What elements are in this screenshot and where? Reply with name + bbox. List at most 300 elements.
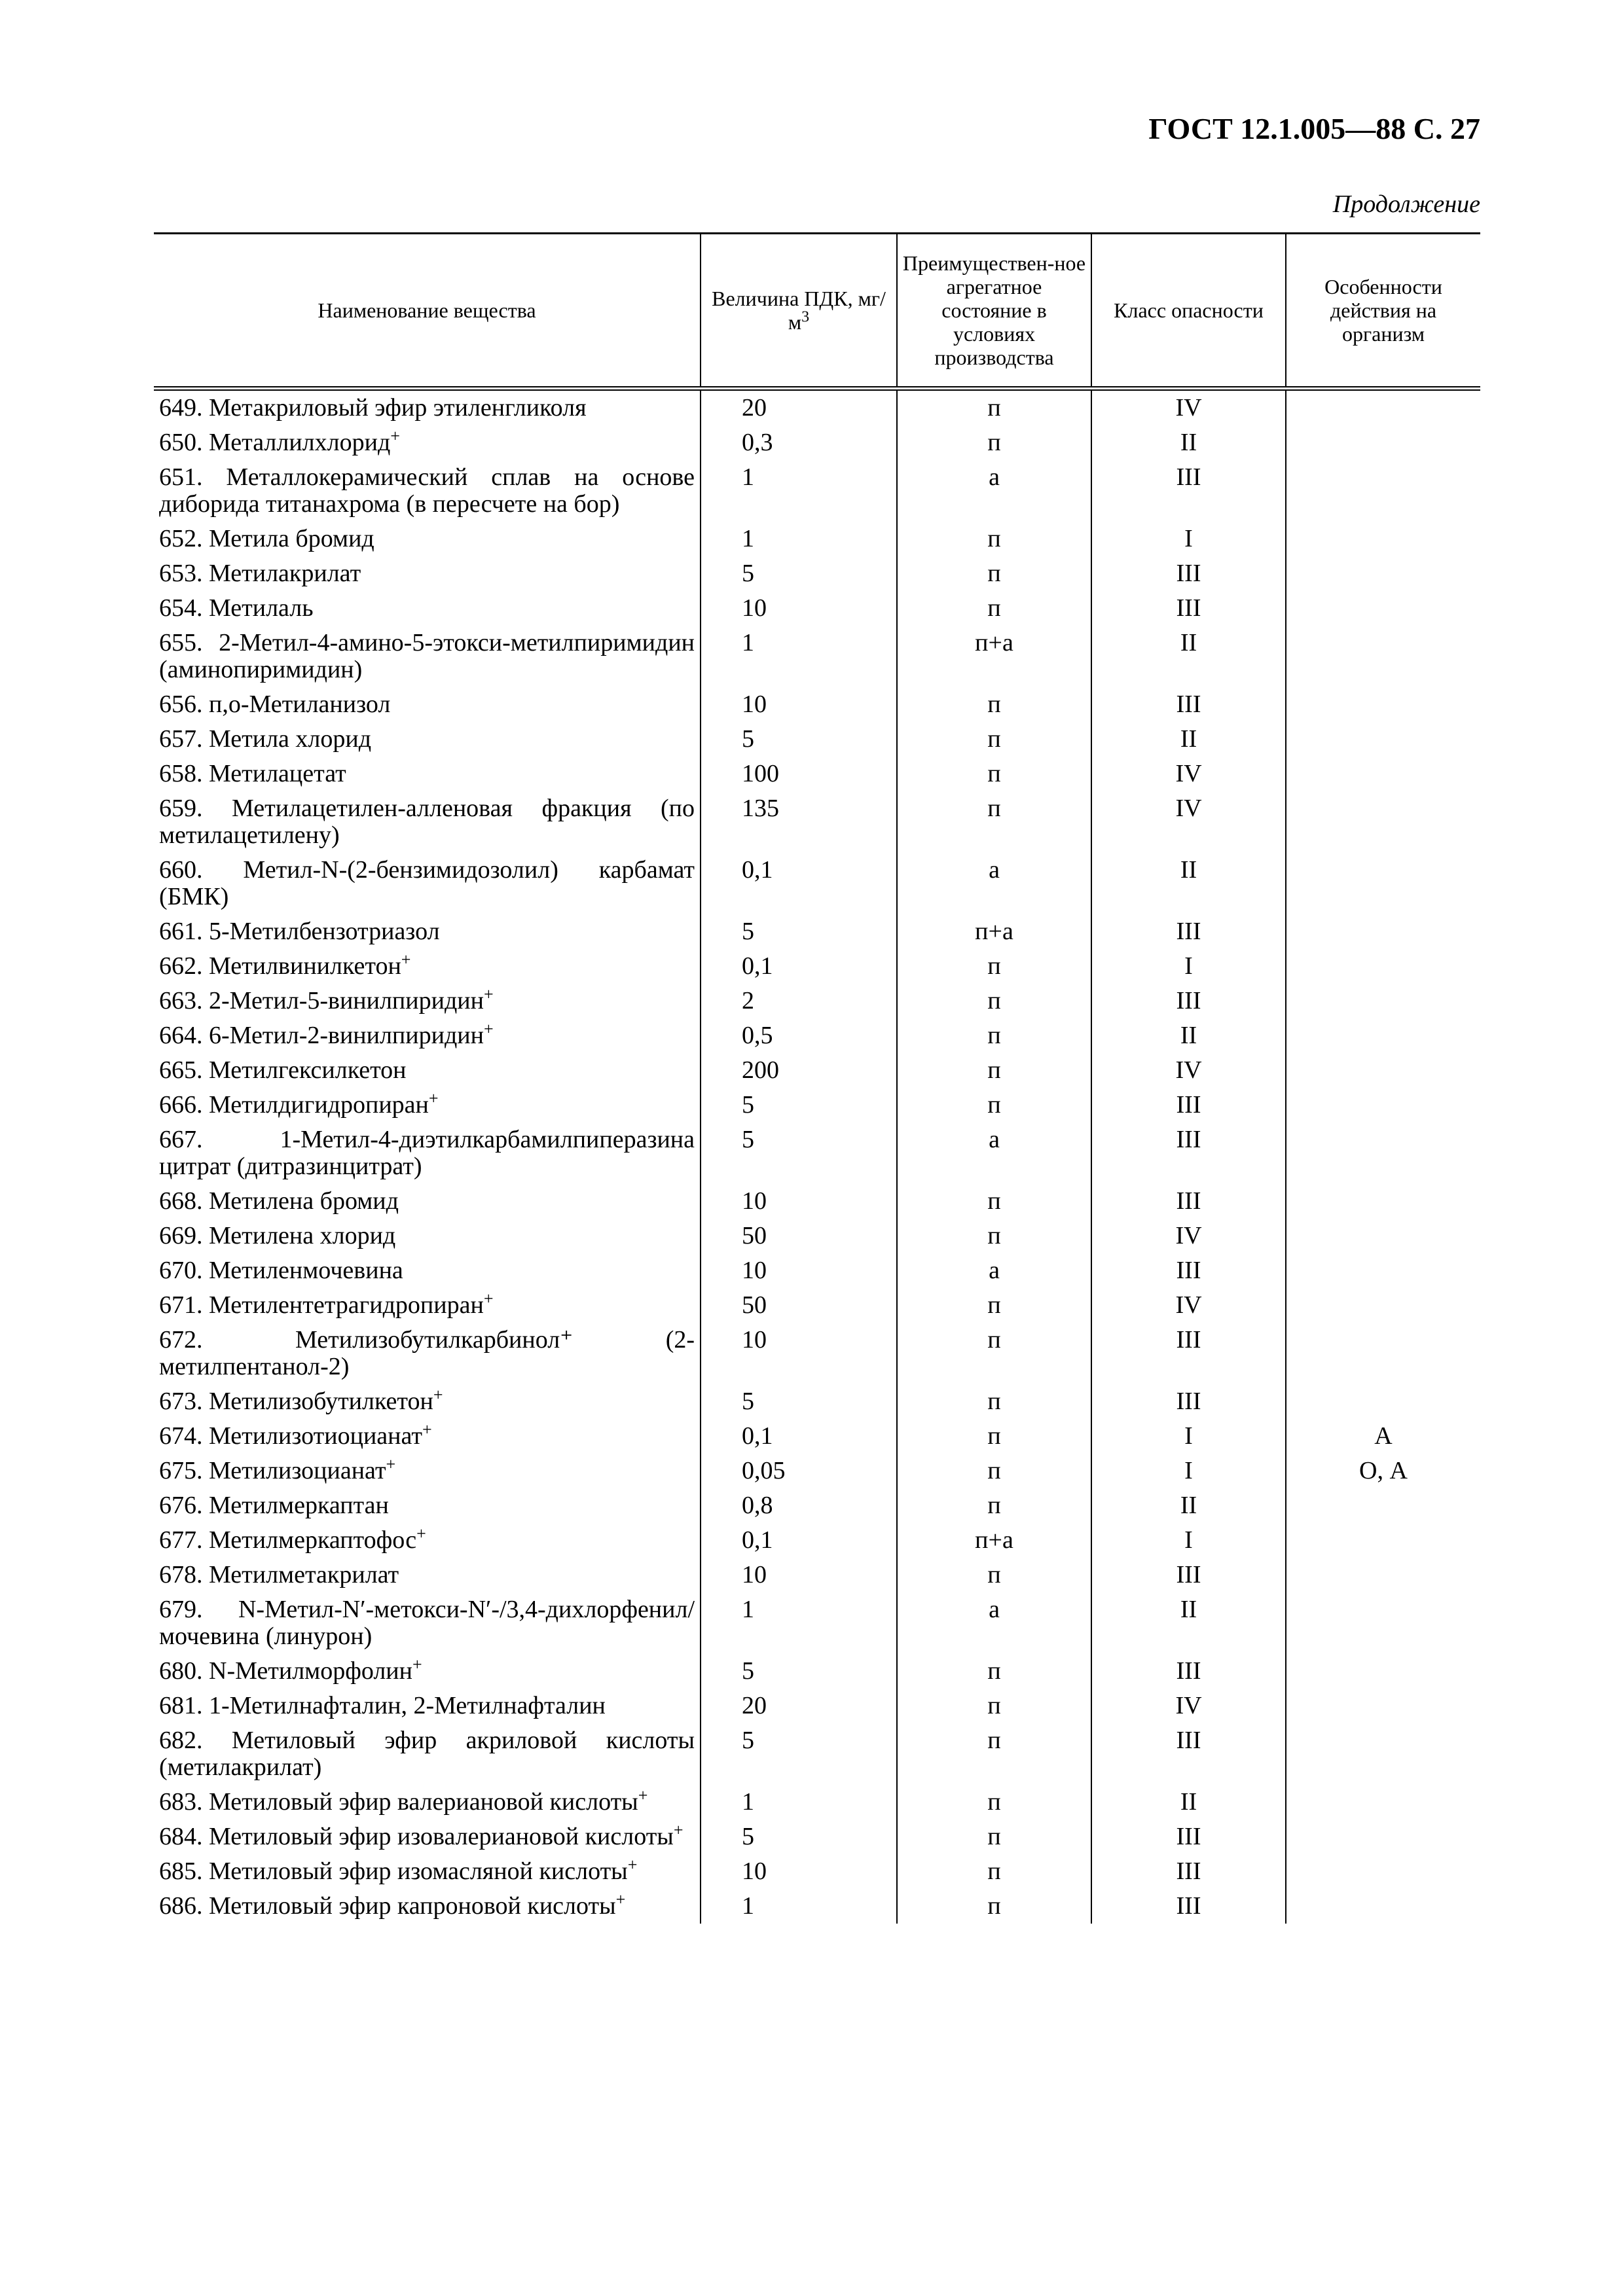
hazard-class: [1091, 1558, 1286, 1592]
substance-name: [154, 1053, 701, 1088]
hazard-class: [1091, 791, 1286, 853]
hazard-class-text: II: [1180, 856, 1197, 884]
body-effect: [1286, 1088, 1480, 1122]
body-effect: [1286, 1419, 1480, 1454]
aggregate-state-text: а: [989, 1126, 1000, 1153]
body-effect: [1286, 1323, 1480, 1384]
substance-name: [154, 522, 701, 556]
substance-name-text: 657. Метила хлорид: [159, 725, 372, 753]
substance-name: [154, 1253, 701, 1288]
hazard-class: [1091, 389, 1286, 426]
aggregate-state: [897, 1122, 1091, 1184]
pdk-value: [701, 1184, 897, 1219]
substance-name: [154, 1592, 701, 1654]
aggregate-state-text: п: [987, 1727, 1001, 1754]
pdk-value: [701, 949, 897, 984]
aggregate-state-text: п: [987, 952, 1001, 980]
aggregate-state: [897, 687, 1091, 722]
aggregate-state: [897, 1184, 1091, 1219]
aggregate-state: [897, 1384, 1091, 1419]
col-header-pdk-text: Величина ПДК, мг/м: [712, 287, 886, 334]
aggregate-state-text: п+а: [975, 918, 1013, 945]
body-effect: [1286, 853, 1480, 914]
pdk-value: [701, 1592, 897, 1654]
substance-name-text: 668. Метилена бромид: [159, 1187, 399, 1215]
pdk-value-text: 5: [742, 1823, 754, 1850]
substance-name-text: 655. 2-Метил-4-амино-5-этокси-метилпиримидин (аминопиримидин): [159, 629, 695, 683]
aggregate-state: [897, 984, 1091, 1018]
hazard-class-text: IV: [1175, 1056, 1202, 1084]
aggregate-state: [897, 1488, 1091, 1523]
aggregate-state-text: а: [989, 1257, 1000, 1284]
aggregate-state-text: п: [987, 560, 1001, 587]
substance-name-text: 677. Метилмеркаптофос: [159, 1526, 417, 1554]
substance-name: [154, 722, 701, 757]
substance-name-text: 674. Метилизотиоцианат: [159, 1422, 422, 1450]
substance-name-text: 662. Метилвинилкетон: [159, 952, 401, 980]
substance-name-text: 656. п,о-Метиланизол: [159, 691, 391, 718]
aggregate-state-text: п: [987, 987, 1001, 1014]
pdk-value: [701, 626, 897, 687]
aggregate-state-text: п+а: [975, 1526, 1013, 1554]
plus-mark: +: [422, 1420, 432, 1439]
body-effect: [1286, 1122, 1480, 1184]
pdk-value: [701, 1889, 897, 1924]
substance-name: [154, 914, 701, 949]
table-row: [154, 949, 1480, 984]
substance-name-text: 650. Металлилхлорид: [159, 429, 391, 456]
aggregate-state: [897, 389, 1091, 426]
pdk-value: [701, 757, 897, 791]
plus-mark: +: [483, 1289, 494, 1308]
hazard-class-text: II: [1180, 1788, 1197, 1816]
plus-mark: +: [638, 1785, 648, 1805]
pdk-value-text: 10: [742, 1561, 767, 1588]
body-effect: [1286, 1689, 1480, 1723]
substance-name-text: 679. N-Метил-N′-метокси-N′-/3,4-дихлорфенил/мочевина (линурон): [159, 1596, 695, 1650]
pdk-value-text: 2: [742, 987, 754, 1014]
pdk-value: [701, 1454, 897, 1488]
pdk-value-text: 0,5: [742, 1022, 773, 1049]
plus-mark: +: [615, 1890, 626, 1909]
substance-name: [154, 1785, 701, 1820]
substance-name-text: 686. Метиловый эфир капроновой кислоты: [159, 1892, 616, 1920]
aggregate-state-text: п: [987, 1492, 1001, 1519]
substance-name-text: 672. Метилизобутилкарбинол⁺ (2-метилпентанол-2): [159, 1326, 695, 1380]
substance-name: [154, 389, 701, 426]
pdk-value-text: 5: [742, 1091, 754, 1119]
pdk-value-text: 20: [742, 394, 767, 422]
hazard-class-text: III: [1176, 1657, 1201, 1685]
aggregate-state-text: п: [987, 1561, 1001, 1588]
substance-name-text: 682. Метиловый эфир акриловой кислоты (метилакрилат): [159, 1727, 695, 1781]
hazard-class-text: IV: [1175, 1291, 1202, 1319]
substance-name: [154, 853, 701, 914]
pdk-value-text: 0,1: [742, 1422, 773, 1450]
hazard-class-text: IV: [1175, 1692, 1202, 1719]
pdk-value: [701, 1558, 897, 1592]
hazard-class-text: III: [1176, 1326, 1201, 1354]
hazard-class-text: III: [1176, 463, 1201, 491]
hazard-class-text: IV: [1175, 394, 1202, 422]
substance-name-text: 665. Метилгексилкетон: [159, 1056, 407, 1084]
aggregate-state-text: а: [989, 856, 1000, 884]
substance-name-text: 670. Метиленмочевина: [159, 1257, 403, 1284]
hazard-class: [1091, 1523, 1286, 1558]
substance-name: [154, 1088, 701, 1122]
hazard-class-text: I: [1184, 952, 1193, 980]
aggregate-state: [897, 914, 1091, 949]
substance-name: [154, 1820, 701, 1854]
aggregate-state: [897, 522, 1091, 556]
table-row: [154, 984, 1480, 1018]
pdk-value: [701, 1018, 897, 1053]
pdk-value: [701, 556, 897, 591]
pdk-value: [701, 1488, 897, 1523]
hazard-class: [1091, 1219, 1286, 1253]
pdk-value-text: 5: [742, 1727, 754, 1754]
pdk-value: [701, 389, 897, 426]
hazard-class: [1091, 1654, 1286, 1689]
body-effect: [1286, 1488, 1480, 1523]
table-row: [154, 1184, 1480, 1219]
table-row: [154, 1384, 1480, 1419]
hazard-class: [1091, 1889, 1286, 1924]
plus-mark: +: [401, 950, 411, 969]
pdk-value-text: 5: [742, 1126, 754, 1153]
hazard-class-text: III: [1176, 1091, 1201, 1119]
table-row: [154, 1219, 1480, 1253]
body-effect: [1286, 757, 1480, 791]
aggregate-state: [897, 722, 1091, 757]
hazard-class: [1091, 556, 1286, 591]
substance-name: [154, 460, 701, 522]
aggregate-state-text: п: [987, 594, 1001, 622]
body-effect: [1286, 1523, 1480, 1558]
substance-name: [154, 1122, 701, 1184]
hazard-class: [1091, 722, 1286, 757]
hazard-class-text: III: [1176, 1187, 1201, 1215]
body-effect: [1286, 1018, 1480, 1053]
substance-name: [154, 1419, 701, 1454]
aggregate-state: [897, 1558, 1091, 1592]
plus-mark: +: [483, 984, 494, 1004]
substance-name: [154, 1889, 701, 1924]
substance-name: [154, 1558, 701, 1592]
plus-mark: +: [428, 1088, 439, 1108]
hazard-class: [1091, 591, 1286, 626]
aggregate-state-text: п: [987, 1187, 1001, 1215]
pdk-value: [701, 460, 897, 522]
pdk-value: [701, 853, 897, 914]
hazard-class-text: I: [1184, 1526, 1193, 1554]
substance-name: [154, 425, 701, 460]
pdk-value-text: 0,1: [742, 856, 773, 884]
aggregate-state-text: п: [987, 760, 1001, 787]
pdk-value-text: 1: [742, 1788, 754, 1816]
continuation-label: Продолжение: [1332, 190, 1480, 218]
substance-name-text: 649. Метакриловый эфир этиленгликоля: [159, 394, 587, 422]
substance-name: [154, 757, 701, 791]
hazard-class-text: II: [1180, 1596, 1197, 1623]
col-header-name: Наименование вещества: [154, 234, 701, 389]
table-row: [154, 1820, 1480, 1854]
pdk-value-text: 135: [742, 795, 779, 822]
hazard-class-text: II: [1180, 429, 1197, 456]
hazard-class-text: III: [1176, 1857, 1201, 1885]
table-row: [154, 556, 1480, 591]
pdk-value: [701, 1384, 897, 1419]
table-row: [154, 1689, 1480, 1723]
table-row: [154, 1053, 1480, 1088]
body-effect: [1286, 949, 1480, 984]
hazard-class: [1091, 1854, 1286, 1889]
hazard-class-text: II: [1180, 1492, 1197, 1519]
table-row: [154, 1523, 1480, 1558]
substance-name-text: 664. 6-Метил-2-винилпиридин: [159, 1022, 484, 1049]
aggregate-state-text: п: [987, 1022, 1001, 1049]
pdk-value: [701, 1785, 897, 1820]
substance-name: [154, 626, 701, 687]
pdk-value-text: 5: [742, 918, 754, 945]
substance-name: [154, 1018, 701, 1053]
aggregate-state: [897, 556, 1091, 591]
substance-name: [154, 1288, 701, 1323]
table-row: [154, 1454, 1480, 1488]
aggregate-state: [897, 1889, 1091, 1924]
plus-mark: +: [386, 1454, 396, 1474]
aggregate-state: [897, 1689, 1091, 1723]
table-row: [154, 1122, 1480, 1184]
aggregate-state-text: п: [987, 1222, 1001, 1249]
pdk-value: [701, 1323, 897, 1384]
table-row: [154, 1288, 1480, 1323]
substance-name-text: 660. Метил-N-(2-бензимидозолил) карбамат (БМК): [159, 856, 695, 910]
pdk-value: [701, 425, 897, 460]
plus-mark: +: [673, 1820, 684, 1840]
aggregate-state: [897, 1723, 1091, 1785]
aggregate-state: [897, 1053, 1091, 1088]
substance-name: [154, 1523, 701, 1558]
substance-name-text: 658. Метилацетат: [159, 760, 346, 787]
table-row: [154, 1889, 1480, 1924]
pdk-value-text: 5: [742, 1388, 754, 1415]
aggregate-state: [897, 1820, 1091, 1854]
table-row: [154, 853, 1480, 914]
aggregate-state-text: п: [987, 1422, 1001, 1450]
body-effect: [1286, 791, 1480, 853]
hazard-class-text: III: [1176, 1388, 1201, 1415]
aggregate-state-text: п: [987, 1326, 1001, 1354]
substance-name: [154, 1723, 701, 1785]
pdk-value-text: 5: [742, 1657, 754, 1685]
hazard-class: [1091, 1723, 1286, 1785]
pdk-value-text: 0,05: [742, 1457, 786, 1484]
substance-name: [154, 1854, 701, 1889]
hazard-class-text: III: [1176, 691, 1201, 718]
hazard-class: [1091, 984, 1286, 1018]
aggregate-state-text: п: [987, 1388, 1001, 1415]
substance-name-text: 684. Метиловый эфир изовалериановой кислоты: [159, 1823, 674, 1850]
aggregate-state: [897, 1523, 1091, 1558]
substance-name: [154, 1488, 701, 1523]
aggregate-state-text: п: [987, 394, 1001, 422]
aggregate-state: [897, 949, 1091, 984]
aggregate-state: [897, 1654, 1091, 1689]
pdk-value-text: 10: [742, 594, 767, 622]
table-row: [154, 1723, 1480, 1785]
substances-table: [154, 232, 1480, 1924]
body-effect: [1286, 591, 1480, 626]
body-effect: [1286, 460, 1480, 522]
table-row: [154, 722, 1480, 757]
hazard-class: [1091, 1419, 1286, 1454]
body-effect: [1286, 1854, 1480, 1889]
hazard-class: [1091, 1088, 1286, 1122]
pdk-value-text: 10: [742, 1857, 767, 1885]
table-row: [154, 1253, 1480, 1288]
pdk-value: [701, 791, 897, 853]
aggregate-state: [897, 591, 1091, 626]
substance-name-text: 666. Метилдигидропиран: [159, 1091, 429, 1119]
pdk-value-text: 1: [742, 1596, 754, 1623]
table-row: [154, 914, 1480, 949]
plus-mark: +: [627, 1855, 638, 1874]
substance-name-text: 667. 1-Метил-4-диэтилкарбамилпиперазина цитрат (дитразинцитрат): [159, 1126, 695, 1180]
aggregate-state: [897, 626, 1091, 687]
pdk-value-text: 1: [742, 1892, 754, 1920]
substance-name-text: 680. N-Метилморфолин: [159, 1657, 412, 1685]
pdk-value-text: 10: [742, 1326, 767, 1354]
substance-name-text: 659. Метилацетилен-алленовая фракция (по метилацетилену): [159, 795, 695, 849]
pdk-value: [701, 1419, 897, 1454]
table-row: [154, 687, 1480, 722]
pdk-value: [701, 722, 897, 757]
pdk-value-text: 1: [742, 525, 754, 552]
table-row: [154, 1018, 1480, 1053]
pdk-value-text: 0,1: [742, 952, 773, 980]
table-row: [154, 1854, 1480, 1889]
pdk-value-text: 5: [742, 560, 754, 587]
body-effect: [1286, 1654, 1480, 1689]
substance-name-text: 678. Метилметакрилат: [159, 1561, 399, 1588]
col-header-pdk-exp: 3: [801, 308, 810, 326]
aggregate-state: [897, 1018, 1091, 1053]
aggregate-state-text: п: [987, 1457, 1001, 1484]
body-effect: [1286, 1219, 1480, 1253]
hazard-class-text: I: [1184, 525, 1193, 552]
substance-name: [154, 1654, 701, 1689]
table-row: [154, 591, 1480, 626]
table-row: [154, 1785, 1480, 1820]
table-row: [154, 389, 1480, 426]
substance-name: [154, 556, 701, 591]
col-header-features: Особенности действия на организм: [1286, 234, 1480, 389]
hazard-class-text: III: [1176, 560, 1201, 587]
aggregate-state: [897, 791, 1091, 853]
pdk-value: [701, 1523, 897, 1558]
hazard-class: [1091, 949, 1286, 984]
pdk-value-text: 5: [742, 725, 754, 753]
hazard-class-text: III: [1176, 1727, 1201, 1754]
body-effect: [1286, 984, 1480, 1018]
pdk-value: [701, 1053, 897, 1088]
hazard-class: [1091, 1820, 1286, 1854]
substance-name-text: 673. Метилизобутилкетон: [159, 1388, 433, 1415]
aggregate-state: [897, 1592, 1091, 1654]
pdk-value: [701, 1122, 897, 1184]
body-effect: [1286, 522, 1480, 556]
aggregate-state: [897, 1785, 1091, 1820]
aggregate-state: [897, 1253, 1091, 1288]
table-row: [154, 1488, 1480, 1523]
substance-name-text: 669. Метилена хлорид: [159, 1222, 396, 1249]
col-header-state: Преимуществен-ное агрегатное состояние в условиях производства: [897, 234, 1091, 389]
body-effect: [1286, 1820, 1480, 1854]
substance-name-text: 676. Метилмеркаптан: [159, 1492, 389, 1519]
aggregate-state: [897, 460, 1091, 522]
pdk-value: [701, 522, 897, 556]
table-row: [154, 626, 1480, 687]
substance-name-text: 663. 2-Метил-5-винилпиридин: [159, 987, 484, 1014]
hazard-class: [1091, 626, 1286, 687]
aggregate-state: [897, 853, 1091, 914]
body-effect: [1286, 626, 1480, 687]
body-effect: [1286, 687, 1480, 722]
pdk-value-text: 0,8: [742, 1492, 773, 1519]
body-effect: [1286, 1785, 1480, 1820]
table-header-row: [154, 234, 1480, 389]
table-row: [154, 757, 1480, 791]
hazard-class: [1091, 1323, 1286, 1384]
hazard-class-text: II: [1180, 1022, 1197, 1049]
plus-mark: +: [433, 1385, 443, 1405]
hazard-class: [1091, 460, 1286, 522]
body-effect: [1286, 1384, 1480, 1419]
substance-name-text: 675. Метилизоцианат: [159, 1457, 386, 1484]
hazard-class: [1091, 1454, 1286, 1488]
pdk-value: [701, 1654, 897, 1689]
hazard-class: [1091, 425, 1286, 460]
substance-name-text: 683. Метиловый эфир валериановой кислоты: [159, 1788, 638, 1816]
body-effect: [1286, 1053, 1480, 1088]
plus-mark: +: [416, 1524, 426, 1543]
substance-name-text: 651. Металлокерамический сплав на основе диборида титанахрома (в пересчете на бор): [159, 463, 695, 518]
hazard-class-text: II: [1180, 725, 1197, 753]
pdk-value-text: 10: [742, 1187, 767, 1215]
substance-name-text: 654. Метилаль: [159, 594, 314, 622]
aggregate-state-text: а: [989, 463, 1000, 491]
hazard-class-text: III: [1176, 594, 1201, 622]
pdk-value-text: 20: [742, 1692, 767, 1719]
pdk-value-text: 10: [742, 691, 767, 718]
col-header-pdk: [701, 234, 897, 389]
aggregate-state: [897, 1288, 1091, 1323]
body-effect-text: А: [1374, 1422, 1393, 1450]
body-effect: [1286, 1592, 1480, 1654]
table-row: [154, 425, 1480, 460]
pdk-value-text: 100: [742, 760, 779, 787]
substance-name: [154, 791, 701, 853]
pdk-value: [701, 1723, 897, 1785]
hazard-class: [1091, 1488, 1286, 1523]
substance-name-text: 685. Метиловый эфир изомасляной кислоты: [159, 1857, 628, 1885]
body-effect: [1286, 1558, 1480, 1592]
aggregate-state-text: п: [987, 1857, 1001, 1885]
pdk-value: [701, 1854, 897, 1889]
pdk-value-text: 10: [742, 1257, 767, 1284]
pdk-value-text: 0,3: [742, 429, 773, 456]
